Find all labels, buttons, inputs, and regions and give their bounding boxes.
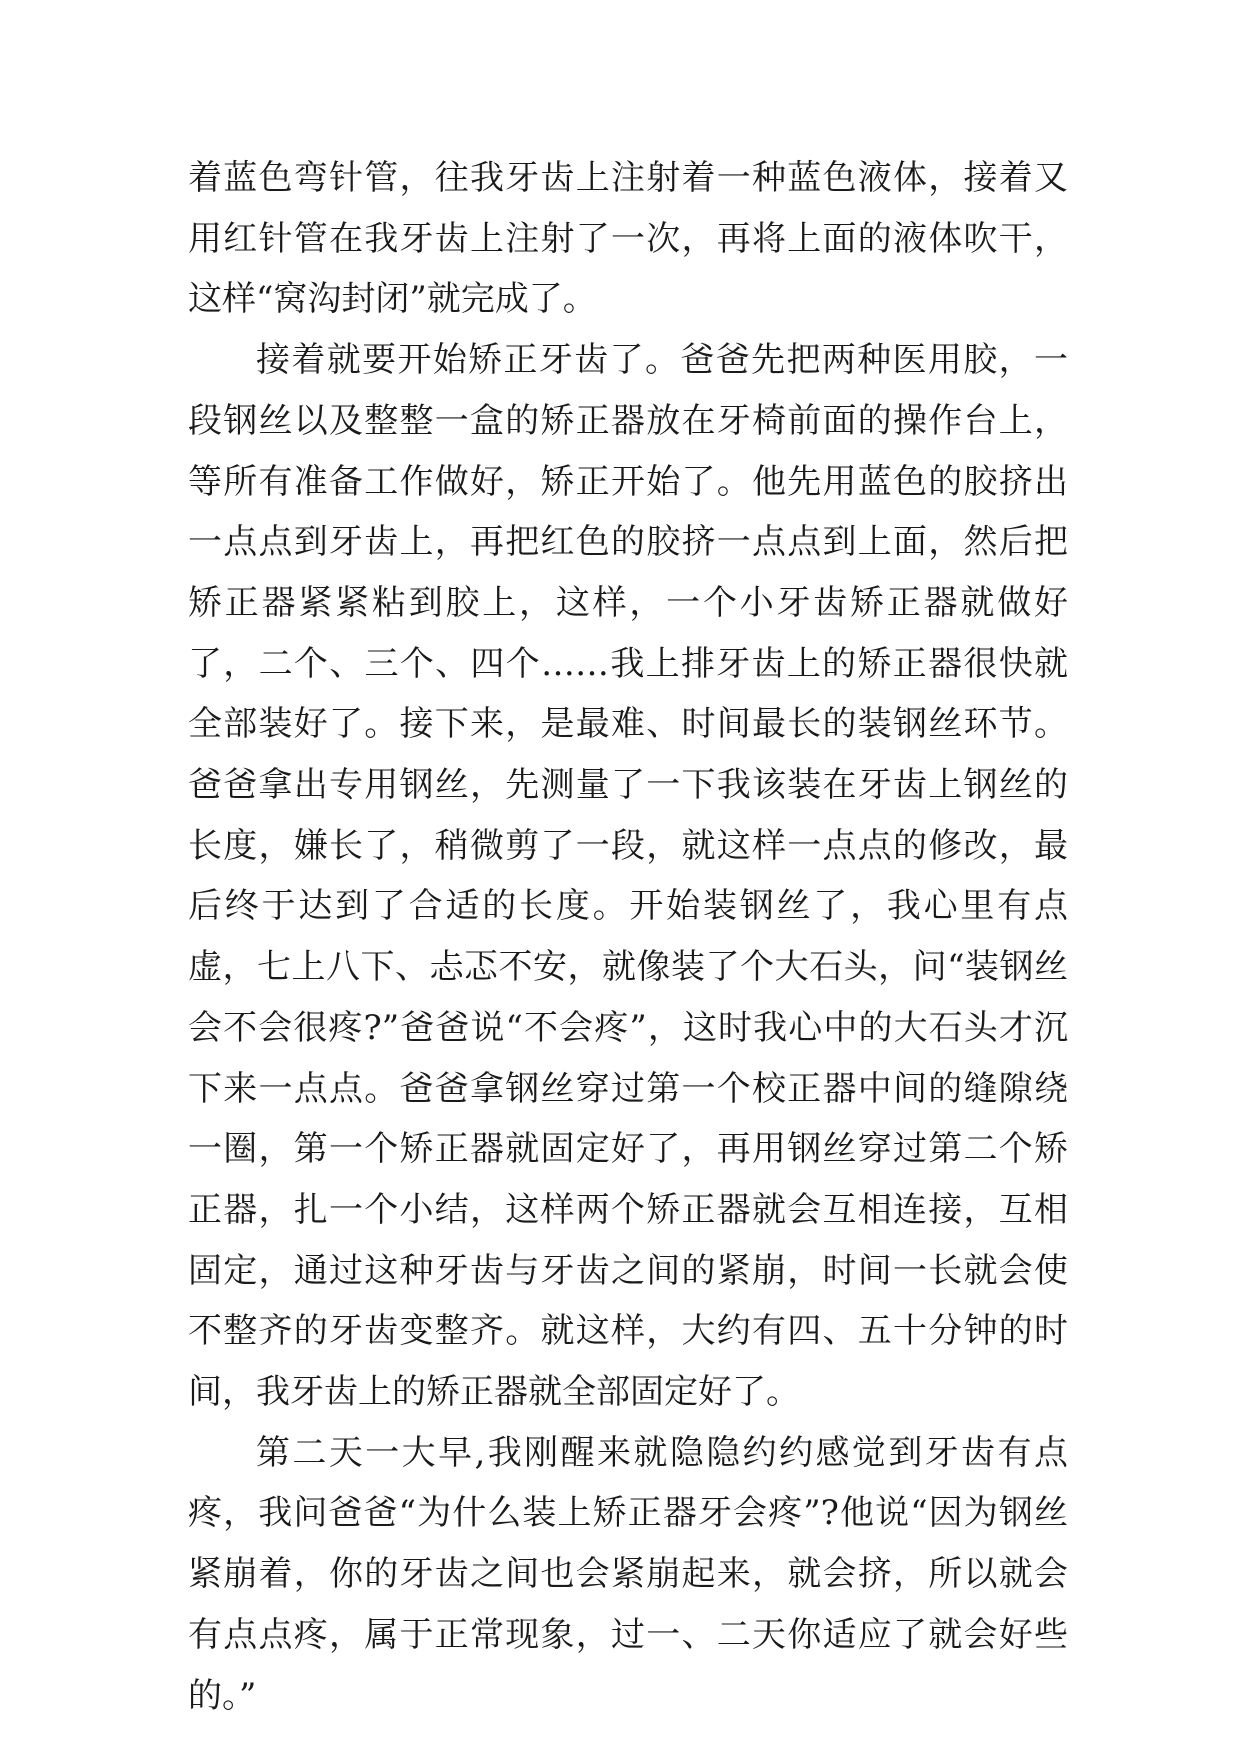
document-body bbox=[188, 148, 1068, 1726]
paragraph-continuation: 着蓝色弯针管，往我牙齿上注射着一种蓝色液体，接着又用红针管在我牙齿上注射了一次，再将上面的液体吹干，这样“窝沟封闭”就完成了。 bbox=[188, 158, 1068, 320]
paragraph-braces-installation: 接着就要开始矫正牙齿了。爸爸先把两种医用胶，一段钢丝以及整整一盒的矫正器放在牙椅前面的操作台上，等所有准备工作做好，矫正开始了。他先用蓝色的胶挤出一点点到牙齿上，再把红色的胶挤一点点到上面，然后把矫正器紧紧粘到胶上，这样，一个小牙齿矫正器就做好了，二个、三个、四个……我上排牙齿上的矫正器很快就全部装好了。接下来，是最难、时间最长的装钢丝环节。爸爸拿出专用钢丝，先测量了一下我该装在牙齿上钢丝的长度，嫌长了，稍微剪了一段，就这样一点点的修改，最后终于达到了合适的长度。开始装钢丝了，我心里有点虚，七上八下、忐忑不安，就像装了个大石头，问“装钢丝会不会很疼?”爸爸说“不会疼”，这时我心中的大石头才沉下来一点点。爸爸拿钢丝穿过第一个校正器中间的缝隙绕一圈，第一个矫正器就固定好了，再用钢丝穿过第二个矫正器，扎一个小结，这样两个矫正器就会互相连接，互相固定，通过这种牙齿与牙齿之间的紧崩，时间一长就会使不整齐的牙齿变整齐。就这样，大约有四、五十分钟的时间，我牙齿上的矫正器就全部固定好了。 bbox=[188, 340, 1068, 1413]
paragraph-next-day: 第二天一大早,我刚醒来就隐隐约约感觉到牙齿有点疼，我问爸爸“为什么装上矫正器牙会疼”?他说“因为钢丝紧崩着，你的牙齿之间也会紧崩起来，就会挤，所以就会有点点疼，属于正常现象，过一、二天你适应了就会好些的。” bbox=[188, 1432, 1068, 1716]
